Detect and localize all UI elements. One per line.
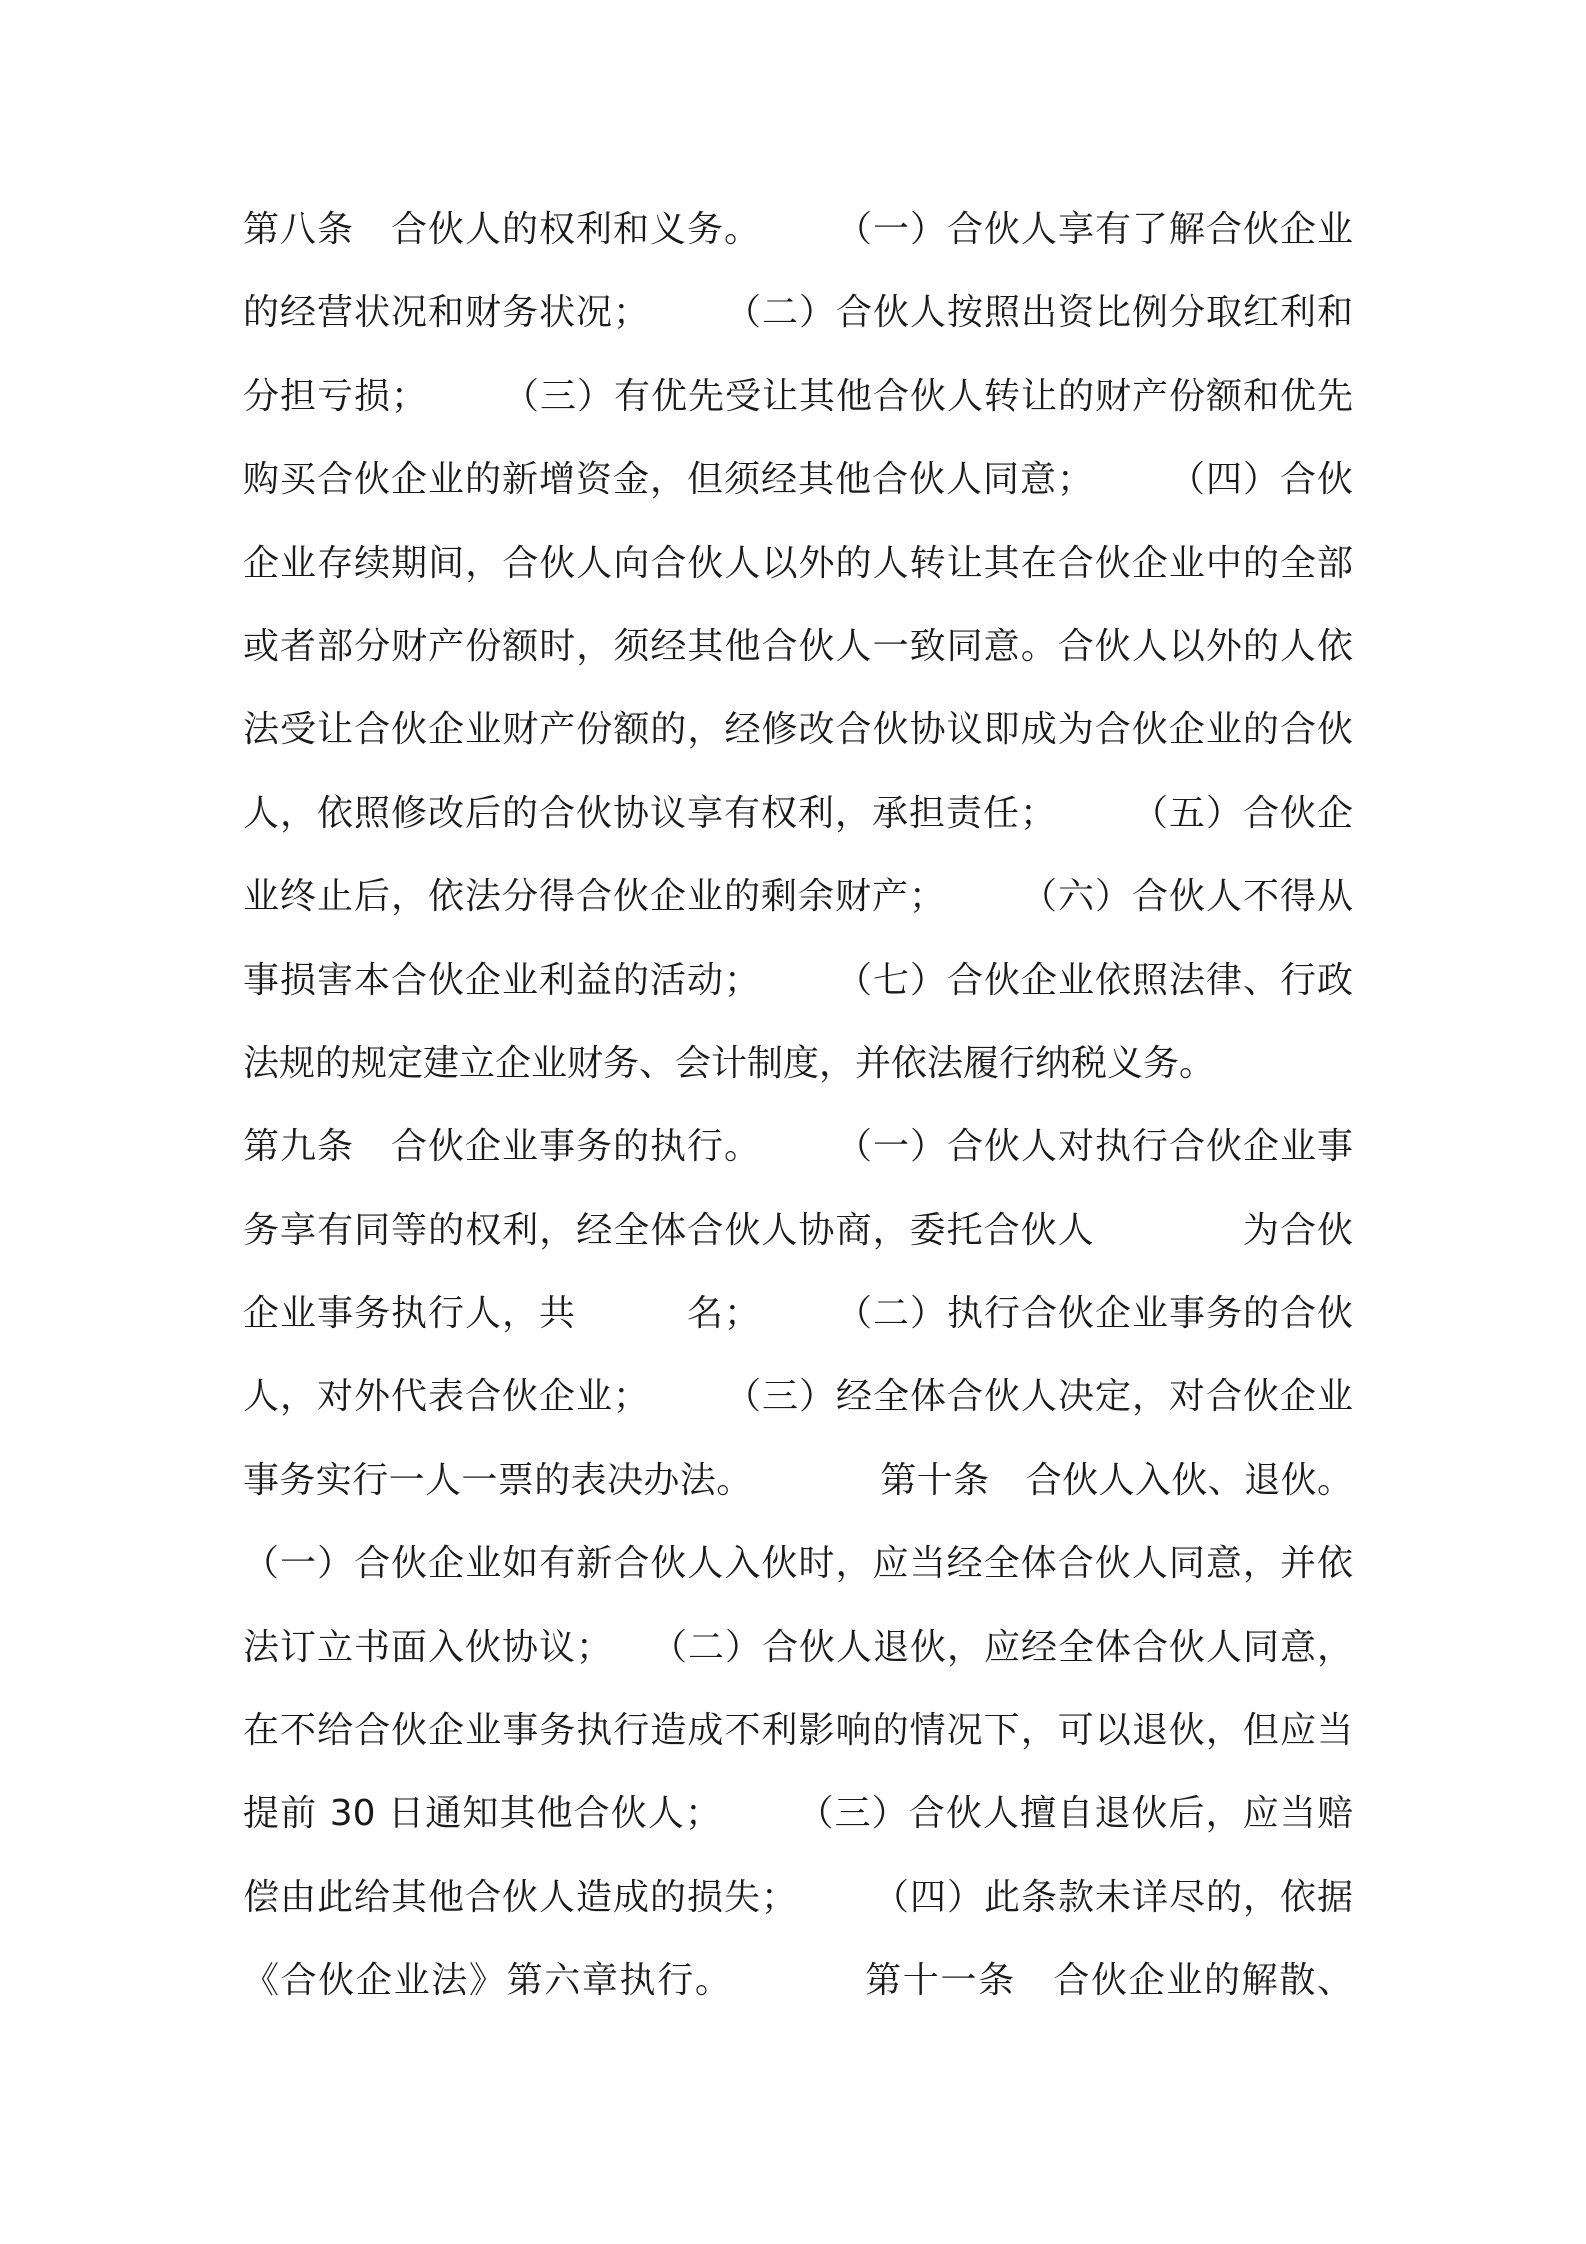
text-line: 人，依照修改后的合伙协议享有权利，承担责任； （五）合伙企 xyxy=(243,792,1353,834)
text-line: 企业事务执行人，共 名； （二）执行合伙企业事务的合伙 xyxy=(243,1293,1353,1335)
text-line: 法规的规定建立企业财务、会计制度，并依法履行纳税义务。 xyxy=(243,1042,1216,1084)
text-line: 偿由此给其他合伙人造成的损失； （四）此条款未详尽的，依据 xyxy=(243,1876,1353,1918)
text-line: （一）合伙企业如有新合伙人入伙时，应当经全体合伙人同意，并依 xyxy=(243,1543,1353,1585)
text-line: 分担亏损； （三）有优先受让其他合伙人转让的财产份额和优先 xyxy=(243,375,1353,417)
text-line: 事损害本合伙企业利益的活动； （七）合伙企业依照法律、行政 xyxy=(243,959,1353,1001)
text-line: 务享有同等的权利，经全体合伙人协商，委托合伙人 为合伙 xyxy=(243,1209,1353,1251)
contract-body-text xyxy=(243,188,1353,2023)
text-line: 法受让合伙企业财产份额的，经修改合伙协议即成为合伙企业的合伙 xyxy=(243,709,1353,751)
text-line: 第八条 合伙人的权利和义务。 （一）合伙人享有了解合伙企业 xyxy=(243,209,1353,250)
text-line: 法订立书面入伙协议； （二）合伙人退伙，应经全体合伙人同意， xyxy=(243,1626,1353,1668)
text-line: 的经营状况和财务状况； （二）合伙人按照出资比例分取红利和 xyxy=(243,292,1353,334)
text-line: 或者部分财产份额时，须经其他合伙人一致同意。合伙人以外的人依 xyxy=(243,625,1353,667)
text-line: 业终止后，依法分得合伙企业的剩余财产； （六）合伙人不得从 xyxy=(243,876,1353,918)
text-line: 事务实行一人一票的表决办法。 第十条 合伙人入伙、退伙。 xyxy=(243,1459,1353,1501)
text-line: 提前 30 日通知其他合伙人； （三）合伙人擅自退伙后，应当赔 xyxy=(243,1793,1353,1835)
text-line: 《合伙企业法》第六章执行。 第十一条 合伙企业的解散、 xyxy=(243,1960,1353,2002)
text-line: 人，对外代表合伙企业； （三）经全体合伙人决定，对合伙企业 xyxy=(243,1376,1353,1418)
text-line: 第九条 合伙企业事务的执行。 （一）合伙人对执行合伙企业事 xyxy=(243,1126,1353,1168)
text-line: 企业存续期间，合伙人向合伙人以外的人转让其在合伙企业中的全部 xyxy=(243,542,1353,584)
text-line: 购买合伙企业的新增资金，但须经其他合伙人同意； （四）合伙 xyxy=(243,459,1353,501)
text-line: 在不给合伙企业事务执行造成不利影响的情况下，可以退伙，但应当 xyxy=(243,1710,1353,1752)
